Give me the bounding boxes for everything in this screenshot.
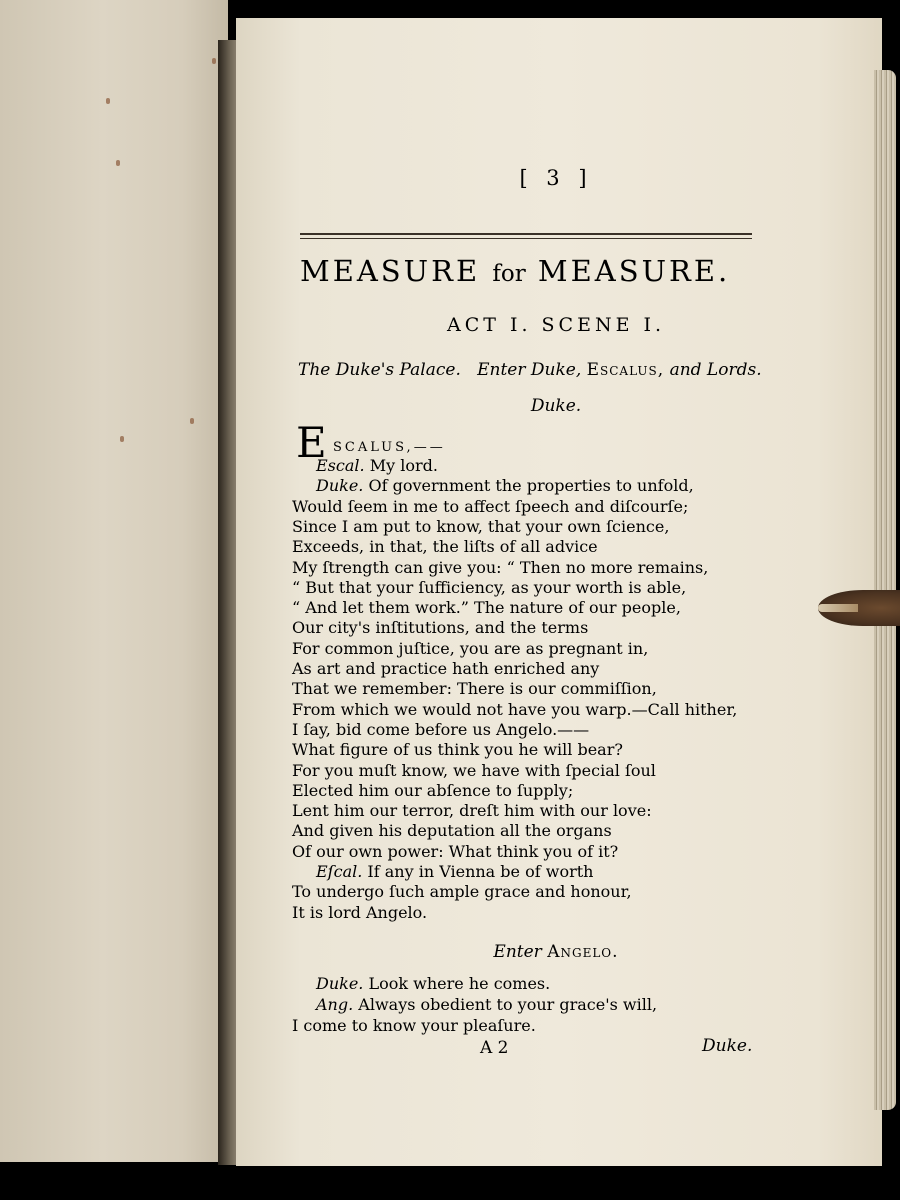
title-part1: MEASURE: [300, 254, 481, 288]
line-text: Look where he comes.: [368, 974, 551, 993]
scene-escalus: Escalus,: [586, 360, 665, 380]
title-for: for: [492, 261, 526, 287]
foxing-spot: [106, 98, 110, 104]
line-text: Since I am put to know, that your own ſcience,: [292, 516, 670, 536]
verse-line: [292, 558, 708, 577]
title-part2: MEASURE.: [537, 254, 731, 288]
enter-word: Enter: [493, 942, 542, 962]
drop-cap-rest: SCALUS,——: [333, 440, 446, 455]
line-text: Lent him our terror, dreſt him with our love:: [292, 801, 652, 821]
line-text: I come to know your pleaſure.: [292, 1016, 536, 1035]
scene-direction: [298, 360, 762, 380]
line-text: And given his deputation all the organs: [292, 821, 612, 841]
line-text: My lord.: [369, 456, 438, 475]
line-text: If any in Vienna be of worth: [367, 862, 594, 881]
foxing-spot: [190, 418, 194, 424]
scene-enter: Enter Duke,: [477, 360, 582, 380]
speaker-name: Duke.: [316, 476, 364, 496]
drop-cap: E: [296, 418, 327, 467]
line-text: For you muſt know, we have with ſpecial ſoul: [292, 760, 656, 780]
verse-line: [292, 700, 737, 719]
scene-place: The Duke's Palace.: [298, 360, 461, 380]
verse-line: [292, 639, 648, 658]
play-title: [236, 254, 900, 288]
verse-line: [316, 995, 657, 1014]
verse-line: [292, 517, 669, 536]
line-text: Of our own power: What think you of it?: [292, 841, 619, 861]
verse-line: [316, 476, 694, 495]
verse-line: [292, 497, 688, 516]
line-text: To undergo ſuch ample grace and honour,: [292, 882, 632, 902]
verse-line: [292, 842, 618, 861]
signature-mark: A 2: [480, 1038, 509, 1058]
line-text: “ But that your ſufficiency, as your worth is able,: [292, 577, 687, 597]
verse-line: [292, 537, 598, 556]
header-rule: [300, 233, 752, 235]
foxing-spot: [120, 436, 124, 442]
verse-line: [292, 761, 656, 780]
foxing-spot: [116, 160, 120, 166]
line-text: My ſtrength can give you: “ Then no more remains,: [292, 557, 709, 577]
verse-line: [292, 1016, 536, 1035]
verse-line: [292, 720, 589, 739]
speaker-name: Eſcal.: [316, 862, 363, 881]
line-text: Would ſeem in me to affect ſpeech and diſcourſe;: [292, 496, 689, 516]
left-page: [0, 0, 228, 1162]
verse-line: [292, 618, 588, 637]
verse-line: [292, 821, 612, 840]
page-number: [ 3 ]: [519, 166, 593, 190]
verse-line: [292, 781, 573, 800]
verse-line: [292, 598, 681, 617]
verse-line: [292, 659, 599, 678]
line-text: That we remember: There is our commiſſion,: [292, 679, 657, 699]
line-text: For common juſtice, you are as pregnant in,: [292, 638, 649, 658]
foxing-spot: [212, 58, 216, 64]
verse-line: [292, 903, 427, 922]
line-text: Of government the properties to unfold,: [368, 476, 694, 496]
verse-line: [316, 456, 438, 475]
speaker-name: Duke.: [316, 974, 364, 993]
verse-line: [292, 578, 686, 597]
catchword: Duke.: [702, 1036, 753, 1056]
line-text: From which we would not have you warp.—Call hither,: [292, 699, 738, 719]
verse-line: [292, 679, 657, 698]
speaker-name: Escal.: [316, 456, 365, 475]
act-scene-heading: ACT I. SCENE I.: [446, 314, 666, 336]
line-text: Always obedient to your grace's will,: [358, 995, 658, 1014]
verse-line: [316, 974, 550, 993]
verse-line: [292, 801, 652, 820]
verse-line: [292, 740, 623, 759]
line-text: Exceeds, in that, the liſts of all advice: [292, 537, 598, 557]
speaker-name: Ang.: [316, 995, 354, 1014]
line-text: I ſay, bid come before us Angelo.——: [292, 719, 590, 739]
line-text: “ And let them work.” The nature of our people,: [292, 598, 681, 618]
line-text: Elected him our abſence to ſupply;: [292, 780, 574, 800]
line-text: It is lord Angelo.: [292, 902, 428, 922]
enter-name: Angelo.: [547, 942, 619, 962]
stage-direction-enter: [236, 942, 876, 962]
line-text: Our city's inſtitutions, and the terms: [292, 618, 589, 638]
verse-line: [292, 882, 632, 901]
scene-lords: and Lords.: [669, 360, 762, 380]
first-speaker: Duke.: [530, 396, 582, 416]
bookmark: [818, 590, 900, 626]
header-rule-thin: [300, 238, 752, 239]
line-text: What figure of us think you he will bear?: [292, 740, 623, 760]
line-text: As art and practice hath enriched any: [292, 659, 600, 678]
verse-line: [316, 862, 593, 881]
